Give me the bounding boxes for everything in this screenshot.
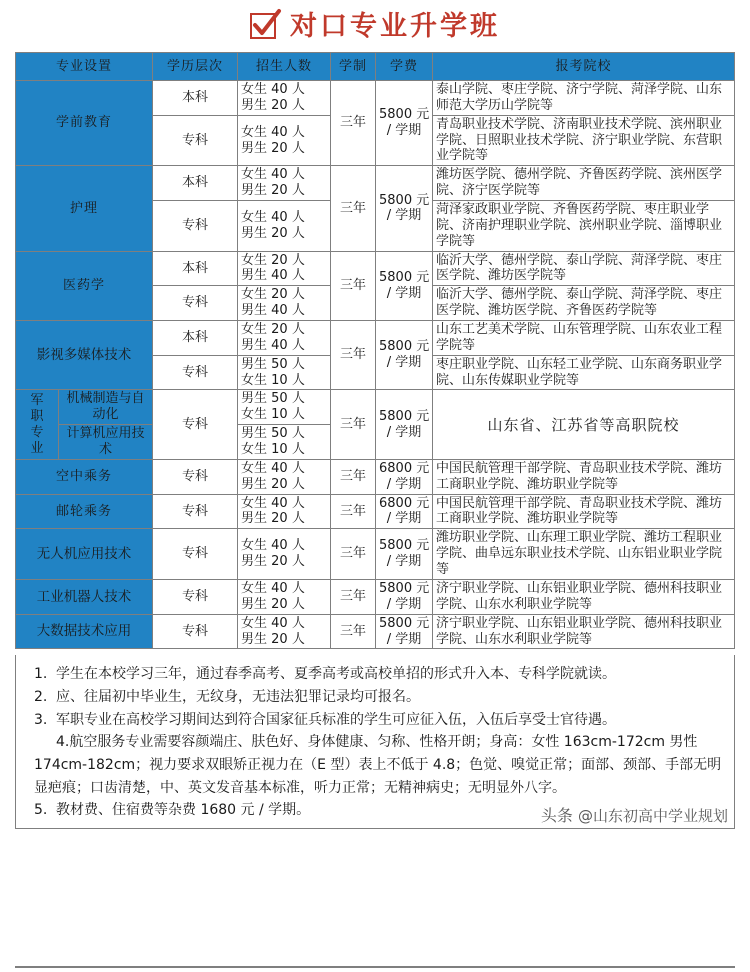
major-name: 无人机应用技术	[16, 529, 153, 580]
quota-male: 男生 50 人	[241, 426, 305, 442]
vert-char: 职	[30, 408, 44, 424]
major-name: 工业机器人技术	[16, 579, 153, 614]
quota-cell	[238, 459, 331, 494]
schools-cell: 济宁职业学院、山东铝业职业学院、德州科技职业学院、山东水利职业学院等	[433, 579, 735, 614]
tuition-cell	[376, 579, 433, 614]
tuition-cell	[376, 166, 433, 251]
col-header-duration: 学制	[331, 53, 376, 81]
level-cell: 本科	[153, 166, 238, 201]
tuition-amount: 5800 元	[379, 192, 430, 208]
duration-cell: 三年	[331, 251, 376, 320]
quota-cell	[238, 115, 331, 166]
tuition-cell	[376, 614, 433, 649]
schools-cell: 泰山学院、枣庄学院、济宁学院、菏泽学院、山东师范大学历山学院等	[433, 81, 735, 116]
col-header-tuition: 学费	[376, 53, 433, 81]
programs-table-wrapper	[15, 52, 735, 649]
table-row	[16, 321, 735, 356]
quota-cell	[238, 321, 331, 356]
tuition-cell	[376, 459, 433, 494]
note-item	[26, 731, 724, 799]
quota-female: 女生 40 人	[241, 460, 305, 476]
note-number: 1.	[34, 666, 48, 683]
level-cell: 本科	[153, 321, 238, 356]
tuition-amount: 5800 元	[379, 107, 430, 123]
tuition-amount: 6800 元	[379, 495, 430, 511]
quota-male: 男生 20 人	[241, 511, 305, 527]
schools-cell: 山东省、江苏省等高职院校	[433, 390, 735, 459]
duration-cell: 三年	[331, 614, 376, 649]
quota-female: 女生 10 人	[241, 442, 305, 458]
level-cell: 专科	[153, 355, 238, 390]
level-cell: 专科	[153, 529, 238, 580]
tuition-unit: / 学期	[386, 554, 422, 570]
duration-cell: 三年	[331, 579, 376, 614]
tuition-unit: / 学期	[386, 631, 422, 647]
schools-cell: 山东工艺美术学院、山东管理学院、山东农业工程学院等	[433, 321, 735, 356]
level-cell: 专科	[153, 614, 238, 649]
tuition-unit: / 学期	[386, 596, 422, 612]
page-title	[0, 0, 750, 52]
vert-char: 业	[30, 440, 44, 456]
table-row	[16, 166, 735, 201]
notes-section	[15, 655, 735, 829]
note-text: 教材费、住宿费等杂费 1680 元 / 学期。	[56, 802, 311, 819]
quota-cell	[238, 494, 331, 529]
quota-female: 女生 40 人	[241, 615, 305, 631]
level-cell: 专科	[153, 115, 238, 166]
note-text: 军职专业在高校学习期间达到符合国家征兵标准的学生可应征入伍，入伍后享受士官待遇。	[56, 711, 616, 728]
quota-male: 男生 20 人	[241, 140, 305, 156]
major-name: 空中乘务	[16, 459, 153, 494]
note-text: 学生在本校学习三年，通过春季高考、夏季高考或高校单招的形式升入本、专科学院就读。	[56, 666, 616, 683]
quota-male: 女生 10 人	[241, 372, 305, 388]
level-cell: 专科	[153, 390, 238, 459]
table-row	[16, 579, 735, 614]
schools-cell: 潍坊职业学院、山东理工职业学院、潍坊工程职业学院、曲阜远东职业技术学院、山东铝业职业学院等	[433, 529, 735, 580]
schools-cell: 菏泽家政职业学院、齐鲁医药学院、枣庄职业学院、济南护理职业学院、滨州职业学院、淄博职业学院等	[433, 201, 735, 252]
col-header-quota: 招生人数	[238, 53, 331, 81]
col-header-level: 学历层次	[153, 53, 238, 81]
table-header-row	[16, 53, 735, 81]
major-name: 影视多媒体技术	[16, 321, 153, 390]
major-name: 邮轮乘务	[16, 494, 153, 529]
tuition-cell	[376, 529, 433, 580]
quota-male: 男生 20 人	[241, 596, 305, 612]
quota-cell	[238, 251, 331, 286]
quota-male: 男生 20 人	[241, 225, 305, 241]
quota-cell	[238, 166, 331, 201]
quota-male: 男生 20 人	[241, 631, 305, 647]
vert-char: 专	[30, 424, 44, 440]
programs-table	[15, 52, 735, 649]
note-item	[26, 663, 724, 686]
quota-cell	[238, 390, 331, 425]
quota-female: 女生 20 人	[241, 252, 305, 268]
note-text: 航空服务专业需要容颜端庄、肤色好、身体健康、匀称、性格开朗；身高：女性 163cm-172cm 男性 174cm-182cm；视力要求双眼矫正视力在（E 型）表上不低于 4.8；色觉、嗅觉正常；面部、颈部、手部无明显疤痕；口齿清楚，中、英文发音基本标准，听力正常；无精神病史；无明显外八字。	[34, 734, 722, 796]
level-cell: 本科	[153, 251, 238, 286]
tuition-amount: 6800 元	[379, 460, 430, 476]
duration-cell: 三年	[331, 81, 376, 166]
checkbox-checked-icon	[250, 13, 276, 39]
schools-cell: 中国民航管理干部学院、青岛职业技术学院、潍坊工商职业学院、潍坊职业学院等	[433, 494, 735, 529]
sub-major-name: 机械制造与自动化	[59, 390, 153, 425]
table-row	[16, 459, 735, 494]
quota-female: 女生 20 人	[241, 287, 305, 303]
vert-char: 军	[30, 392, 44, 408]
major-name: 医药学	[16, 251, 153, 320]
tuition-unit: / 学期	[386, 123, 422, 139]
quota-cell	[238, 81, 331, 116]
quota-male: 男生 20 人	[241, 554, 305, 570]
tuition-amount: 5800 元	[379, 615, 430, 631]
tuition-amount: 5800 元	[379, 580, 430, 596]
duration-cell: 三年	[331, 166, 376, 251]
major-name: 护理	[16, 166, 153, 251]
note-item	[26, 709, 724, 732]
major-group-military	[16, 390, 59, 459]
quota-female: 女生 40 人	[241, 495, 305, 511]
note-text: 应、往届初中毕业生，无纹身，无违法犯罪记录均可报名。	[56, 689, 420, 706]
schools-cell: 临沂大学、德州学院、泰山学院、菏泽学院、枣庄医学院、潍坊医学院等	[433, 251, 735, 286]
note-number: 5.	[34, 802, 48, 819]
level-cell: 专科	[153, 286, 238, 321]
tuition-cell	[376, 494, 433, 529]
table-row	[16, 494, 735, 529]
quota-female: 女生 20 人	[241, 322, 305, 338]
col-header-schools: 报考院校	[433, 53, 735, 81]
table-row	[16, 81, 735, 116]
level-cell: 专科	[153, 579, 238, 614]
level-cell: 专科	[153, 494, 238, 529]
quota-female: 女生 40 人	[241, 167, 305, 183]
level-cell: 专科	[153, 201, 238, 252]
tuition-unit: / 学期	[386, 424, 422, 440]
tuition-amount: 5800 元	[379, 269, 430, 285]
schools-cell: 临沂大学、德州学院、泰山学院、菏泽学院、枣庄医学院、潍坊医学院、齐鲁医药学院等	[433, 286, 735, 321]
schools-cell: 潍坊医学院、德州学院、齐鲁医药学院、滨州医学院、济宁医学院等	[433, 166, 735, 201]
tuition-unit: / 学期	[386, 511, 422, 527]
quota-cell	[238, 614, 331, 649]
quota-male: 男生 20 人	[241, 97, 305, 113]
col-header-major: 专业设置	[16, 53, 153, 81]
duration-cell: 三年	[331, 390, 376, 459]
tuition-amount: 5800 元	[379, 339, 430, 355]
schools-cell: 青岛职业技术学院、济南职业技术学院、滨州职业学院、日照职业技术学院、济宁职业学院、东营职业学院等	[433, 115, 735, 166]
tuition-unit: / 学期	[386, 355, 422, 371]
quota-female: 女生 40 人	[241, 580, 305, 596]
schools-cell: 济宁职业学院、山东铝业职业学院、德州科技职业学院、山东水利职业学院等	[433, 614, 735, 649]
watermark-handle: @山东初高中学业规划	[577, 807, 728, 826]
quota-cell	[238, 579, 331, 614]
major-name: 大数据技术应用	[16, 614, 153, 649]
duration-cell: 三年	[331, 494, 376, 529]
quota-male: 男生 20 人	[241, 183, 305, 199]
major-name: 学前教育	[16, 81, 153, 166]
tuition-unit: / 学期	[386, 476, 422, 492]
quota-female: 女生 40 人	[241, 209, 305, 225]
schools-cell: 中国民航管理干部学院、青岛职业技术学院、潍坊工商职业学院、潍坊职业学院等	[433, 459, 735, 494]
tuition-amount: 5800 元	[379, 408, 430, 424]
duration-cell: 三年	[331, 459, 376, 494]
schools-cell: 枣庄职业学院、山东轻工业学院、山东商务职业学院、山东传媒职业学院等	[433, 355, 735, 390]
quota-female: 女生 40 人	[241, 124, 305, 140]
note-item	[26, 686, 724, 709]
sub-major-name: 计算机应用技术	[59, 425, 153, 460]
quota-male: 男生 40 人	[241, 337, 305, 353]
watermark-source: 头条	[540, 806, 573, 826]
tuition-unit: / 学期	[386, 285, 422, 301]
tuition-cell	[376, 81, 433, 166]
quota-male: 男生 40 人	[241, 303, 305, 319]
tuition-cell	[376, 321, 433, 390]
quota-cell	[238, 286, 331, 321]
quota-cell	[238, 529, 331, 580]
table-row	[16, 390, 735, 425]
quota-female: 男生 50 人	[241, 356, 305, 372]
tuition-cell	[376, 390, 433, 459]
quota-female: 女生 40 人	[241, 82, 305, 97]
level-cell: 专科	[153, 459, 238, 494]
quota-cell	[238, 355, 331, 390]
note-number: 4.	[56, 734, 70, 751]
tuition-cell	[376, 251, 433, 320]
tuition-amount: 5800 元	[379, 538, 430, 554]
duration-cell: 三年	[331, 529, 376, 580]
note-number: 2.	[34, 689, 48, 706]
quota-cell	[238, 201, 331, 252]
quota-female: 女生 40 人	[241, 538, 305, 554]
quota-female: 女生 10 人	[241, 407, 305, 423]
quota-male: 男生 50 人	[241, 391, 305, 407]
table-row	[16, 529, 735, 580]
bottom-divider	[15, 966, 735, 968]
tuition-unit: / 学期	[386, 208, 422, 224]
watermark	[541, 803, 728, 826]
quota-male: 男生 40 人	[241, 268, 305, 284]
page-title-text: 对口专业升学班	[290, 10, 500, 42]
duration-cell: 三年	[331, 321, 376, 390]
level-cell: 本科	[153, 81, 238, 116]
quota-male: 男生 20 人	[241, 476, 305, 492]
quota-cell	[238, 425, 331, 460]
note-number: 3.	[34, 711, 48, 728]
table-row	[16, 251, 735, 286]
table-row	[16, 614, 735, 649]
